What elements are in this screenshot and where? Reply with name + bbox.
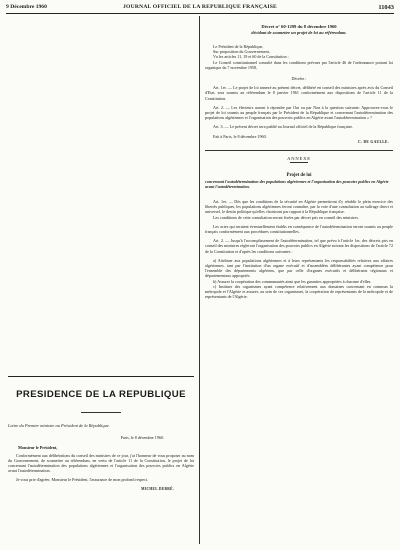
right-column xyxy=(205,16,393,544)
decree-signature-row xyxy=(205,134,393,146)
header-date: 9 Décembre 1960 xyxy=(6,4,47,10)
decree-intro-proposal: Sur proposition du Gouvernement, xyxy=(213,49,270,55)
letter-signature: MICHEL DEBRÉ. xyxy=(141,486,174,491)
decree-article-1: Art. 1er. — Le projet de loi annexé au présent décret, délibéré en conseil des ministres après avis du Conseil d'Etat, sera soumis au référendum le 8 janvier 1961 conformément aux dispositions de l'article 11 de la Constitution. xyxy=(205,85,393,101)
presidency-section xyxy=(8,376,194,491)
law-title: Projet de loi xyxy=(286,172,312,178)
law-article-1-p3: Les actes qui seraient éventuellement établis en conséquence de l'autodétermination seront soumis au peuple français conformément aux procédures constitutionnelles. xyxy=(205,223,393,234)
decree-title: Décret n° 60-1299 du 8 décembre 1960 xyxy=(261,24,337,29)
column-divider xyxy=(199,16,200,544)
law-article-2-a: a) Attribuer aux populations algériennes et à leurs représentants les responsabilités relatives aux affaires algériennes, tant par l'institution d'un organe exécutif et d'assemblées délibérantes ayant compétence pour l'ensemble des départements algériens, que par celle d'organes exécutifs et délibérants régionaux et départementaux appropriés. xyxy=(205,257,393,279)
decree-subtitle: décidant de soumettre un projet de loi au référendum. xyxy=(251,29,347,35)
letter-closing: Je vous prie d'agréer, Monsieur le Président, l'assurance de mon profond respect. xyxy=(16,477,149,483)
law-article-1-p1: Art. 1er. — Dès que les conditions de la sécurité en Algérie permettront d'y rétablir le plein exercice des libertés publiques, les populations algériennes feront connaître, par la voie d'une consultation au suffrage direct et universel, le destin politique qu'elles choisiront par rapport à la République française. xyxy=(205,198,393,215)
annexe-underline xyxy=(290,162,308,163)
law-article-2-b: b) Assurer la coopération des communautés ainsi que les garanties appropriées à chacune d'elles. xyxy=(213,278,372,284)
section-rule-bottom xyxy=(81,412,121,413)
decree-end-rule xyxy=(205,150,393,151)
decree-intro-council: Le Conseil constitutionnel consulté dans les conditions prévues par l'article 46 de l'ordonnance portant loi organique du 7 novembre 1958, xyxy=(205,59,393,70)
decree-place-date: Fait à Paris, le 8 décembre 1960. xyxy=(213,133,267,139)
page-number: 11043 xyxy=(378,4,394,11)
header-rule xyxy=(6,13,394,14)
journal-title: JOURNAL OFFICIEL DE LA REPUBLIQUE FRANÇAISE xyxy=(123,4,277,10)
decree-intro-articles: Vu les articles 11, 19 et 60 de la Constitution ; xyxy=(213,54,289,60)
law-article-2-p1: Art. 2. — Jusqu'à l'accomplissement de l'autodétermination, tel que prévu à l'article 1er, des décrets pris en conseil des ministres régleront l'organisation des pouvoirs publics en Algérie suivant les dispositions de l'article 72 de la Constitution et d'après les conditions suivantes : xyxy=(205,238,393,254)
law-subtitle: concernant l'autodétermination des populations algériennes et l'organisation des pouvoirs publics en Algérie avant l'autodétermination. xyxy=(205,178,389,189)
letter-heading: Lettre du Premier ministre au Président de la République. xyxy=(8,423,110,428)
law-article-1-p2: Les conditions de cette consultation seront fixées par décret pris en conseil des ministres. xyxy=(213,214,359,220)
left-column xyxy=(8,16,194,544)
decree-decrete: Décrète : xyxy=(291,75,307,81)
decree-intro-president: Le Président de la République, xyxy=(213,43,264,49)
law-article-2-c: c) Instituer des organismes ayant compétence relativement aux domaines concernant en commun la métropole et l'Algérie et assurer, au sein de ces organismes, la coopération de représentants de la métropole et de représentants de l'Algérie. xyxy=(205,283,393,300)
decree-signature: C. DE GAULLE. xyxy=(358,139,389,144)
annexe-label: ANNEXE xyxy=(287,155,311,161)
decree-article-2: Art. 2. — Les électeurs auront à répondre par Oui ou par Non à la question suivante: Approuvez-vous le projet de loi soumis au peuple français par le Président de la République et concernant l'autodétermination des populations algériennes et l'organisation des pouvoirs publics en Algérie avant l'autodétermination » ? xyxy=(205,104,393,121)
letter-date: Paris, le 8 décembre 1960. xyxy=(120,434,164,440)
section-rule-top xyxy=(8,376,194,377)
decree-article-3: Art. 3. — Le présent décret sera publié au Journal officiel de la République française. xyxy=(213,124,354,130)
letter-salutation: Monsieur le Président, xyxy=(18,444,58,450)
letter-body: Conformément aux délibérations du conseil des ministres de ce jour, j'ai l'honneur de vous proposer au nom du Gouvernement, de soumettre au référendum, en vertu de l'article 11 de la Constitution, le projet de loi concernant l'autodétermination des populations algériennes et l'organisation des pouvoirs publics en Algérie avant l'autodétermination. xyxy=(8,452,194,474)
presidency-heading: PRESIDENCE DE LA REPUBLIQUE xyxy=(16,389,186,400)
